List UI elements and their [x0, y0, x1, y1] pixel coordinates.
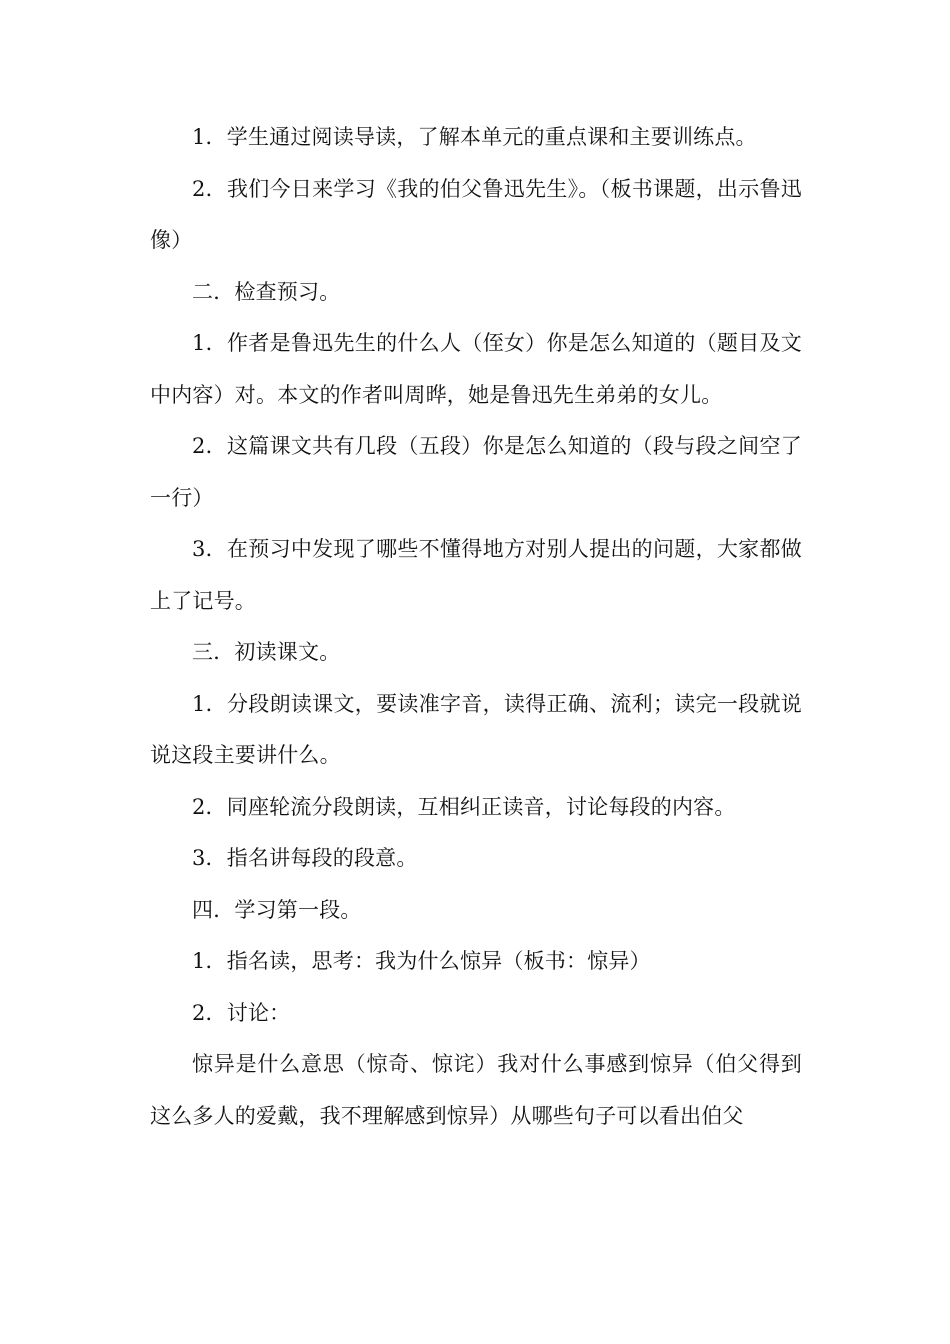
- paragraph: 惊异是什么意思（惊奇、惊诧）我对什么事感到惊异（伯父得到这么多人的爱戴，我不理解感到惊异）从哪些句子可以看出伯父: [150, 1052, 802, 1128]
- paragraph: 1．作者是鲁迅先生的什么人（侄女）你是怎么知道的（题目及文中内容）对。本文的作者叫周晔，她是鲁迅先生弟弟的女儿。: [150, 331, 802, 407]
- paragraph: 2．讨论：: [192, 1000, 291, 1025]
- paragraph: 2．我们今日来学习《我的伯父鲁迅先生》。（板书课题，出示鲁迅像）: [150, 176, 802, 252]
- paragraph: 2．这篇课文共有几段（五段）你是怎么知道的（段与段之间空了一行）: [150, 434, 802, 510]
- paragraph: 1．学生通过阅读导读，了解本单元的重点课和主要训练点。: [192, 125, 757, 149]
- paragraph: 3．在预习中发现了哪些不懂得地方对别人提出的问题，大家都做上了记号。: [150, 537, 802, 613]
- paragraph: 3．指名讲每段的段意。: [192, 846, 418, 870]
- section-heading: 三．初读课文。: [192, 640, 341, 664]
- document-body: [150, 112, 802, 1142]
- section-heading: 二．检查预习。: [192, 279, 341, 304]
- paragraph: 2．同座轮流分段朗读，互相纠正读音，讨论每段的内容。: [192, 794, 736, 819]
- paragraph: 1．分段朗读课文，要读准字音，读得正确、流利；读完一段就说说这段主要讲什么。: [150, 691, 802, 767]
- section-heading: 四．学习第一段。: [192, 897, 362, 922]
- paragraph: 1．指名读，思考：我为什么惊异（板书：惊异）: [192, 949, 651, 973]
